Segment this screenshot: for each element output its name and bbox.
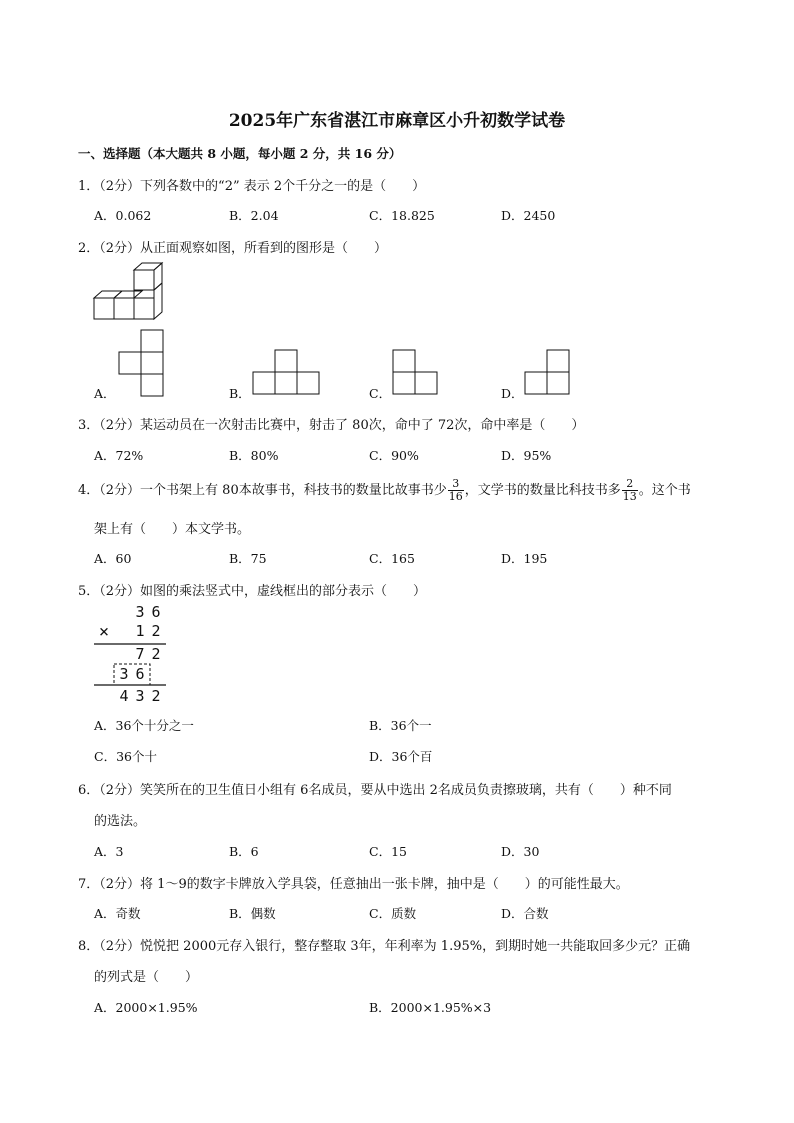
q7-option-a[interactable]: A．奇数 xyxy=(94,906,141,921)
q1-option-d[interactable]: D．2450 xyxy=(501,208,556,223)
q4-fraction-2-numerator: 2 xyxy=(626,477,634,490)
q7-option-b[interactable]: B．偶数 xyxy=(229,906,276,921)
q7-option-c[interactable]: C．质数 xyxy=(369,906,417,921)
vm-row2-digit2: 2 xyxy=(151,622,161,640)
q4-stem xyxy=(78,476,691,506)
q4-fraction-1-denominator: 16 xyxy=(448,490,463,503)
q5-stem: 5．（2分）如图的乘法竖式中，虚线框出的部分表示（ ） xyxy=(78,584,427,599)
q6-option-d[interactable]: D．30 xyxy=(501,844,540,859)
q3-option-d[interactable]: D．95% xyxy=(501,448,552,463)
q4-stem-part1: 4．（2分）一个书架上有 80本故事书，科技书的数量比故事书少 xyxy=(78,483,447,498)
q6-option-a[interactable]: A．3 xyxy=(94,844,124,859)
q8-option-b[interactable]: B．2000×1.95%×3 xyxy=(369,1000,492,1015)
q8-stem: 8．（2分）悦悦把 2000元存入银行，整存整取 3年，年利率为 1.95%，到期时她一共能取回多少元？正确 xyxy=(78,939,691,954)
q4-option-d[interactable]: D．195 xyxy=(501,551,548,566)
q4-fraction-1-numerator: 3 xyxy=(452,477,460,490)
vm-row4-digit1: 3 xyxy=(119,665,129,683)
q2-option-a-figure xyxy=(118,329,166,397)
q2-cube-figure xyxy=(92,262,164,322)
q6-stem-line2: 的选法。 xyxy=(94,814,147,829)
q4-fraction-1 xyxy=(448,478,464,503)
q3-option-a[interactable]: A．72% xyxy=(94,448,144,463)
section-heading: 一、选择题（本大题共 8 小题，每小题 2 分，共 16 分） xyxy=(78,146,402,161)
q4-option-c[interactable]: C．165 xyxy=(369,551,415,566)
q5-option-b[interactable]: B．36个一 xyxy=(369,718,432,733)
q2-option-d[interactable]: D． xyxy=(501,386,524,401)
q5-option-d[interactable]: D．36个百 xyxy=(369,749,433,764)
q1-stem: 1．（2分）下列各数中的“2” 表示 2个千分之一的是（ ） xyxy=(78,179,426,194)
q4-stem-line2: 架上有（ ）本文学书。 xyxy=(94,522,251,537)
q4-option-b[interactable]: B．75 xyxy=(229,551,267,566)
q6-option-c[interactable]: C．15 xyxy=(369,844,407,859)
q2-option-b[interactable]: B． xyxy=(229,386,251,401)
q6-option-b[interactable]: B．6 xyxy=(229,844,259,859)
q2-option-c-figure xyxy=(392,349,440,395)
q2-option-c[interactable]: C． xyxy=(369,386,392,401)
vm-row2-digit1: 1 xyxy=(135,622,145,640)
q4-fraction-2 xyxy=(622,478,638,503)
q1-option-b[interactable]: B．2.04 xyxy=(229,208,279,223)
q3-stem: 3．（2分）某运动员在一次射击比赛中，射击了 80次，命中了 72次，命中率是（ ） xyxy=(78,418,585,433)
q2-option-a[interactable]: A． xyxy=(94,386,116,401)
q3-option-c[interactable]: C．90% xyxy=(369,448,419,463)
q5-vertical-lines xyxy=(90,603,170,708)
vm-row5-digit3: 2 xyxy=(151,687,161,705)
q5-option-a[interactable]: A．36个十分之一 xyxy=(94,718,194,733)
q8-option-a[interactable]: A．2000×1.95% xyxy=(94,1000,198,1015)
times-sign: × xyxy=(98,622,110,642)
q5-option-c[interactable]: C．36个十 xyxy=(94,749,157,764)
q7-stem: 7．（2分）将 1～9的数字卡牌放入学具袋，任意抽出一张卡牌，抽中是（ ）的可能性最大。 xyxy=(78,877,629,892)
vm-row3-digit1: 7 xyxy=(135,645,145,663)
vm-row3-digit2: 2 xyxy=(151,645,161,663)
q3-option-b[interactable]: B．80% xyxy=(229,448,279,463)
q8-stem-line2: 的列式是（ ） xyxy=(94,970,199,985)
q1-option-a[interactable]: A．0.062 xyxy=(94,208,152,223)
dashed-box xyxy=(114,664,150,685)
q2-stem: 2．（2分）从正面观察如图，所看到的图形是（ ） xyxy=(78,241,388,256)
vm-row5-digit2: 3 xyxy=(135,687,145,705)
q7-option-d[interactable]: D．合数 xyxy=(501,906,549,921)
q4-fraction-2-denominator: 13 xyxy=(622,490,637,503)
q1-option-c[interactable]: C．18.825 xyxy=(369,208,435,223)
exam-title: 2025年广东省湛江市麻章区小升初数学试卷 xyxy=(228,111,566,131)
q6-stem: 6．（2分）笑笑所在的卫生值日小组有 6名成员，要从中选出 2名成员负责擦玻璃，共有（ ）种不同 xyxy=(78,783,672,798)
q4-stem-part2: ，文学书的数量比科技书多 xyxy=(464,483,621,498)
q2-option-b-figure xyxy=(252,349,322,395)
q4-option-a[interactable]: A．60 xyxy=(94,551,132,566)
vm-row1-digit1: 3 xyxy=(135,603,145,621)
vm-row5-digit1: 4 xyxy=(119,687,129,705)
q4-stem-part3: 。这个书 xyxy=(638,483,691,498)
vm-row4-digit2: 6 xyxy=(135,665,145,683)
vm-row1-digit2: 6 xyxy=(151,603,161,621)
q2-option-d-figure xyxy=(524,349,572,395)
